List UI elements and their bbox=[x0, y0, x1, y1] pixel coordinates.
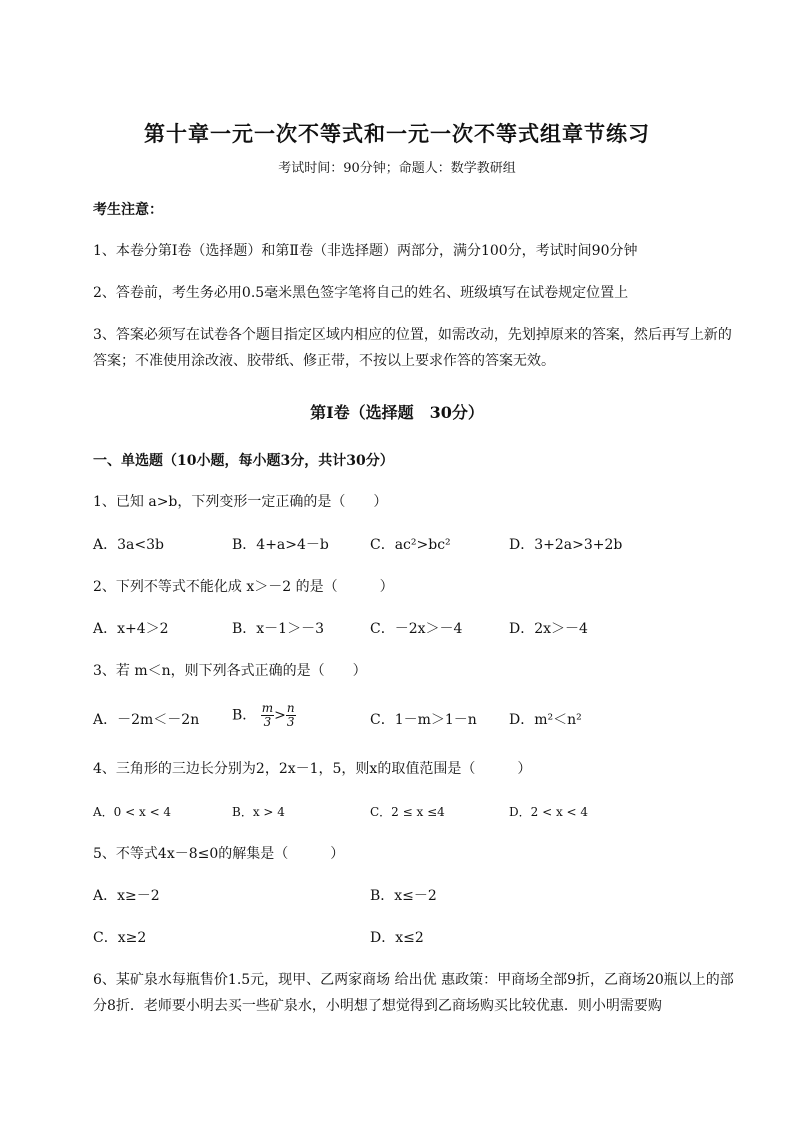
option-row bbox=[93, 928, 713, 948]
option-a[interactable]: A．－2m＜－2n bbox=[93, 712, 200, 728]
option-d[interactable]: D．x≤2 bbox=[370, 930, 424, 946]
section-title: 第I卷（选择题 30分） bbox=[310, 403, 484, 422]
option-a[interactable]: A．3a<3b bbox=[93, 537, 164, 553]
option-b[interactable]: B．x > 4 bbox=[232, 805, 285, 819]
fraction-numerator: m bbox=[261, 701, 274, 715]
fraction-m-over-3 bbox=[261, 702, 274, 729]
option-d[interactable]: D．3+2a>3+2b bbox=[509, 537, 623, 553]
option-c[interactable]: C．x≥2 bbox=[93, 930, 147, 946]
fraction-denominator: 3 bbox=[286, 715, 295, 729]
option-a[interactable]: A．0 < x < 4 bbox=[93, 805, 172, 819]
greater-than-sign: > bbox=[274, 707, 286, 724]
option-d[interactable]: D．m²＜n² bbox=[509, 712, 582, 728]
option-a[interactable]: A．x≥－2 bbox=[93, 888, 160, 904]
fraction-denominator: 3 bbox=[263, 715, 272, 729]
fraction-n-over-3 bbox=[286, 702, 296, 729]
part-heading: 一、单选题（10小题，每小题3分，共计30分） bbox=[93, 453, 394, 469]
option-c[interactable]: C．－2x＞－4 bbox=[370, 621, 463, 637]
page-title: 第十章一元一次不等式和一元一次不等式组章节练习 bbox=[144, 121, 650, 146]
option-row bbox=[93, 701, 713, 730]
option-b[interactable]: B．x≤－2 bbox=[370, 888, 437, 904]
option-a[interactable]: A．x+4＞2 bbox=[93, 621, 169, 637]
option-b-prefix: B． bbox=[232, 707, 257, 724]
notice-item: 3、答案必须写在试卷各个题目指定区域内相应的位置，如需改动，先划掉原来的答案，然后再写上新的答案；不准使用涂改液、胶带纸、修正带，不按以上要求作答的答案无效。 bbox=[93, 327, 732, 369]
question-stem: 6、某矿泉水每瓶售价1.5元，现甲、乙两家商场 给出优 惠政策：甲商场全部9折，乙商场20瓶以上的部分8折．老师要小明去买一些矿泉水，小明想了想觉得到乙商场购买比较优惠．则小明需要购 bbox=[93, 972, 734, 1014]
option-row bbox=[93, 886, 713, 906]
option-b[interactable]: B．4+a>4－b bbox=[232, 537, 329, 553]
question-stem: 3、若 m＜n，则下列各式正确的是（ ） bbox=[93, 663, 367, 679]
question-stem: 1、已知 a>b，下列变形一定正确的是（ ） bbox=[93, 494, 388, 510]
notice-item: 1、本卷分第I卷（选择题）和第Ⅱ卷（非选择题）两部分，满分100分，考试时间90分钟 bbox=[93, 243, 638, 259]
option-row bbox=[93, 619, 713, 639]
notice-heading: 考生注意： bbox=[93, 202, 163, 218]
exam-info: 考试时间：90分钟；命题人：数学教研组 bbox=[278, 161, 516, 176]
option-c[interactable]: C．1－m＞1－n bbox=[370, 712, 477, 728]
option-c[interactable]: C．2 ≤ x ≤4 bbox=[370, 805, 445, 819]
option-row bbox=[93, 535, 713, 555]
option-c[interactable]: C．ac²>bc² bbox=[370, 537, 451, 553]
option-b[interactable]: B．x－1＞－3 bbox=[232, 621, 324, 637]
option-d[interactable]: D．2x＞－4 bbox=[509, 621, 588, 637]
option-row bbox=[93, 802, 713, 822]
question-stem: 2、下列不等式不能化成 x＞－2 的是（ ） bbox=[93, 579, 394, 595]
notice-item: 2、答卷前，考生务必用0.5毫米黑色签字笔将自己的姓名、班级填写在试卷规定位置上 bbox=[93, 285, 629, 301]
option-b[interactable] bbox=[232, 702, 296, 729]
option-d[interactable]: D．2 < x < 4 bbox=[509, 805, 589, 819]
question-stem: 4、三角形的三边长分别为2，2x－1，5，则x的取值范围是（ ） bbox=[93, 761, 532, 777]
fraction-numerator: n bbox=[286, 701, 295, 715]
question-stem: 5、不等式4x－8≤0的解集是（ ） bbox=[93, 846, 345, 862]
